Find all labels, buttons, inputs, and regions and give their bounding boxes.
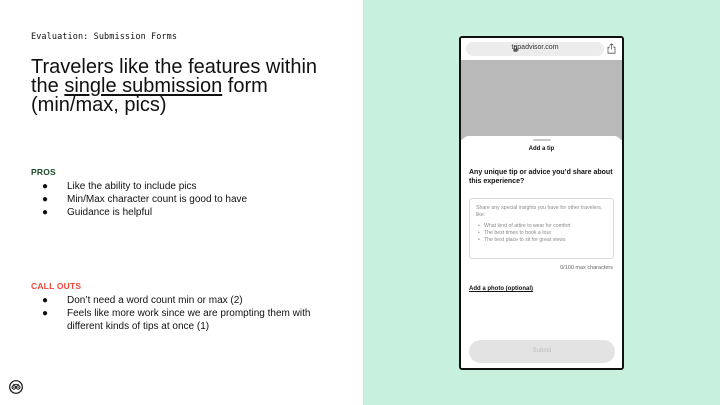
- textarea-placeholder-intro: Share any special insights you have for other travelers, like:: [476, 205, 603, 218]
- pros-list: [31, 180, 341, 219]
- browser-url-bar: [461, 38, 622, 60]
- list-item: [31, 206, 341, 219]
- pros-title: PROS: [31, 167, 56, 177]
- tip-question: Any unique tip or advice you’d share about this experience?: [469, 169, 613, 185]
- add-photo-link[interactable]: Add a photo (optional): [469, 286, 533, 292]
- list-item-text: Don’t need a word count min or max (2): [67, 295, 243, 306]
- list-item: • What kind of attire to wear for comfort: [476, 223, 607, 230]
- list-item: • The best times to book a tour: [476, 230, 607, 237]
- address-field[interactable]: [466, 42, 604, 56]
- list-item-text: Feels like more work since we are prompting them with different kinds of tips at once (1): [67, 308, 311, 332]
- bullet-icon: ●: [42, 181, 49, 192]
- list-item-text: Like the ability to include pics: [67, 181, 197, 192]
- page-background-overlay: [461, 60, 622, 140]
- share-icon[interactable]: [607, 43, 616, 54]
- list-item: • The best place to sit for great views: [476, 237, 607, 244]
- placeholder-tips-list: [476, 223, 607, 244]
- list-item: [31, 307, 341, 333]
- url-text: tripadvisor.com: [511, 44, 559, 51]
- sheet-drag-handle[interactable]: [533, 139, 551, 141]
- submit-button[interactable]: Submit: [469, 340, 615, 363]
- eyebrow-label: Evaluation: Submission Forms: [31, 32, 178, 42]
- headline-part-1: Travelers like the features within the: [31, 56, 318, 97]
- bullet-icon: ●: [42, 308, 49, 319]
- callouts-title: CALL OUTS: [31, 281, 82, 291]
- list-item-text: Guidance is helpful: [67, 207, 153, 218]
- bullet-icon: ●: [42, 207, 49, 218]
- tip-textarea[interactable]: [469, 198, 614, 259]
- bullet-icon: ●: [42, 295, 49, 306]
- page-title: [31, 58, 331, 115]
- character-count: 0/100 max characters: [560, 265, 613, 271]
- bullet-icon: ●: [42, 194, 49, 205]
- sheet-title: Add a tip: [528, 146, 555, 152]
- list-item: [31, 193, 341, 206]
- headline-part-2: form (min/max, pics): [31, 75, 268, 116]
- add-tip-sheet: [461, 136, 622, 370]
- list-item-text: Min/Max character count is good to have: [67, 194, 248, 205]
- tripadvisor-owl-icon: [9, 380, 23, 394]
- list-item: [31, 180, 341, 193]
- phone-mockup: [459, 36, 624, 370]
- list-item: [31, 294, 341, 307]
- callouts-list: [31, 294, 341, 333]
- headline-underlined: single submission: [64, 75, 223, 97]
